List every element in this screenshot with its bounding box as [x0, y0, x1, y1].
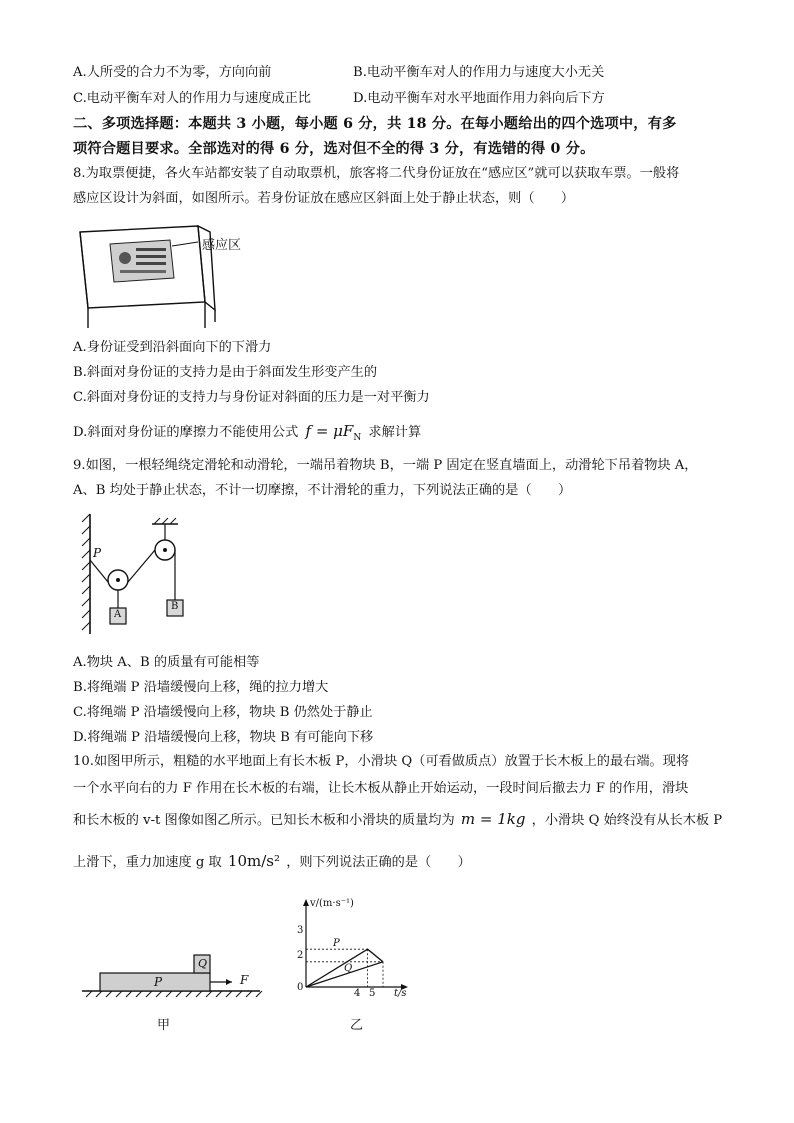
- q10-stem-line1: 10.如图甲所示，粗糙的水平地面上有长木板 P，小滑块 Q（可看做质点）放置于长木板上的最右端。现将: [73, 754, 690, 769]
- q10-stem-line3-text: 和长木板的 v-t 图像如图乙所示。已知长木板和小滑块的质量均为: [73, 813, 455, 828]
- friction-formula: f = μF: [305, 422, 354, 440]
- q8-option-b: B.斜面对身份证的支持力是由于斜面发生形变产生的: [73, 365, 378, 380]
- q8-stem-line1: 8.为取票便捷，各火车站都安装了自动取票机，旅客将二代身份证放在“感应区”就可以获取车票。一般将: [73, 166, 680, 181]
- q10-stem-line3-tail: ，小滑块 Q 始终没有从长木板 P: [531, 813, 723, 828]
- vt-tick-3: 3: [297, 925, 304, 936]
- q10-stem-line4: [73, 852, 471, 872]
- q8-stem-line2: 感应区设计为斜面，如图所示。若身份证放在感应区斜面上处于静止状态，则（ ）: [73, 191, 575, 206]
- vt-tick-4: 4: [354, 988, 361, 999]
- q8-option-a: A.身份证受到沿斜面向下的下滑力: [73, 340, 272, 355]
- jia-label-p: P: [154, 975, 163, 989]
- q9-option-b: B.将绳端 P 沿墙缓慢向上移，绳的拉力增大: [73, 680, 329, 695]
- q9-option-c: C.将绳端 P 沿墙缓慢向上移，物块 B 仍然处于静止: [73, 705, 373, 720]
- q8-figure-ticket-machine: [70, 222, 290, 332]
- vt-tick-5: 5: [369, 988, 376, 999]
- id-card-icon: [110, 240, 174, 282]
- q9-label-p: P: [93, 546, 102, 560]
- q9-label-a: A: [114, 609, 122, 620]
- vt-tick-0: 0: [297, 982, 304, 993]
- q9-figure-pulleys: [78, 510, 208, 640]
- jia-caption: 甲: [157, 1018, 171, 1033]
- vt-y-axis-label: v/(m·s⁻¹): [310, 898, 354, 909]
- q7-option-a: A.人所受的合力不为零，方向向前: [73, 65, 272, 80]
- q7-option-d: D.电动平衡车对水平地面作用力斜向后下方: [353, 91, 605, 106]
- q10-stem-line2: 一个水平向右的力 F 作用在长木板的右端，让长木板从静止开始运动，一段时间后撤去力 F 的作用，滑块: [73, 781, 689, 796]
- section2-heading-line2: 项符合题目要求。全部选对的得 6 分，选对但不全的得 3 分，有选错的得 0 分。: [73, 141, 595, 157]
- q9-stem-line1: 9.如图，一根轻绳绕定滑轮和动滑轮，一端吊着物块 B，一端 P 固定在竖直墙面上，动滑轮下吊着物块 A，: [73, 458, 698, 473]
- q8-option-d: [73, 422, 421, 447]
- friction-formula-subscript: N: [353, 432, 362, 443]
- q9-option-a: A.物块 A、B 的质量有可能相等: [73, 655, 260, 670]
- q9-stem-line2: A、B 均处于静止状态，不计一切摩擦，不计滑轮的重力，下列说法正确的是（ ）: [73, 483, 572, 498]
- q7-option-b: B.电动平衡车对人的作用力与速度大小无关: [353, 65, 605, 80]
- q8-option-d-tail: 求解计算: [368, 425, 422, 440]
- q10-stem-line4-text: 上滑下，重力加速度 g 取: [73, 855, 222, 870]
- q10-stem-line4-tail: ，则下列说法正确的是（ ）: [286, 855, 471, 870]
- q8-figure-label: 感应区: [202, 238, 242, 253]
- q8-option-c: C.斜面对身份证的支持力与身份证对斜面的压力是一对平衡力: [73, 390, 430, 405]
- jia-label-f: F: [240, 973, 249, 987]
- jia-label-q: Q: [198, 957, 208, 970]
- q10-stem-line3: [73, 810, 722, 830]
- vt-tick-2: 2: [297, 950, 304, 961]
- vt-label-p: P: [333, 938, 340, 949]
- yi-caption: 乙: [350, 1018, 364, 1033]
- gravity-formula: 10m/s²: [227, 852, 280, 870]
- vt-x-axis-label: t/s: [394, 988, 407, 999]
- q8-option-d-text: D.斜面对身份证的摩擦力不能使用公式: [73, 425, 299, 440]
- section2-heading-line1: 二、多项选择题：本题共 3 小题，每小题 6 分，共 18 分。在每小题给出的四个选项中，有多: [73, 116, 677, 132]
- vt-label-q: Q: [344, 963, 353, 974]
- mass-formula: m = 1kg: [460, 810, 526, 828]
- q9-label-b: B: [171, 601, 179, 612]
- q7-option-c: C.电动平衡车对人的作用力与速度成正比: [73, 91, 311, 106]
- q9-option-d: D.将绳端 P 沿墙缓慢向上移，物块 B 有可能向下移: [73, 730, 374, 745]
